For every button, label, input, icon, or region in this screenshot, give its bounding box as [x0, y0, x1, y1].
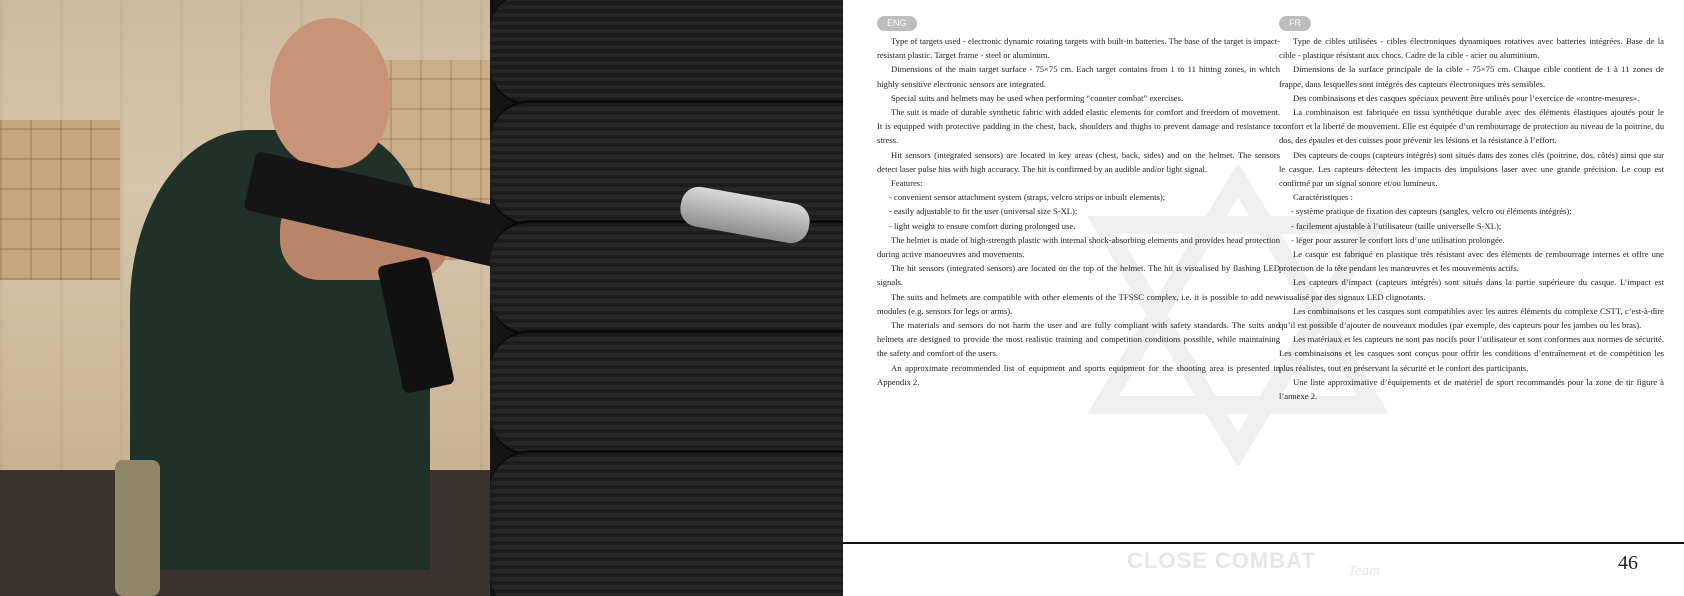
- tire-barricade: [490, 0, 843, 596]
- paragraph: An approximate recommended list of equipment and sports equipment for the shooting area is presented in Appendix 2.: [877, 362, 1280, 387]
- tire: [490, 330, 843, 456]
- french-column: [1279, 16, 1664, 403]
- footer-rule: [843, 542, 1684, 544]
- lang-badge-eng: ENG: [877, 16, 917, 31]
- paragraph: The suits and helmets are compatible with other elements of the TFSSC complex, i.e. it is possible to add new modules (e.g. sensors for legs or arms).: [877, 291, 1280, 316]
- paragraph: Special suits and helmets may be used when performing “counter combat” exercises.: [891, 92, 1184, 103]
- paragraph: Des combinaisons et des casques spéciaux peuvent être utilisés pour l’exercice de «contre-mesures».: [1293, 92, 1640, 103]
- paragraph: Les matériaux et les capteurs ne sont pas nocifs pour l’utilisateur et sont conformes aux normes de sécurité. Les combinaisons et les casques sont conçus pour offrir les conditions d’entraînement et de compétition les plus réalistes, tout en préservant la sécurité et le confort des participants.: [1279, 334, 1664, 373]
- feature-item: - convenient sensor attachment system (straps, velcro strips or inbuilt elements);: [889, 192, 1166, 203]
- text-page: [843, 0, 1684, 596]
- holster: [115, 460, 160, 596]
- feature-item: - système pratique de fixation des capteurs (sangles, velcro ou éléments intégrés);: [1291, 206, 1572, 217]
- page-number: 46: [1618, 552, 1638, 574]
- paragraph: Hit sensors (integrated sensors) are located in key areas (chest, back, sides) and on the helmet. The sensors detect laser pulse hits with high accuracy. The hit is confirmed by an audible and/or light signal.: [877, 149, 1280, 174]
- brand-logo-script: Team: [1348, 563, 1380, 579]
- feature-item: - léger pour assurer le confort lors d’une utilisation prolongée.: [1291, 234, 1505, 245]
- paragraph: Type de cibles utilisées - cibles électroniques dynamiques rotatives avec batteries intégrées. Base de la cible - plastique résistant aux chocs. Cadre de la cible - acier ou aluminium.: [1279, 36, 1664, 61]
- paragraph: Type of targets used - electronic dynamic rotating targets with built-in batteries. The base of the target is impact-resistant plastic. Target frame - steel or aluminum.: [877, 36, 1280, 61]
- lang-badge-fr: FR: [1279, 16, 1311, 31]
- feature-item: - facilement ajustable à l’utilisateur (taille universelle S-XL);: [1291, 220, 1502, 231]
- paragraph: The helmet is made of high-strength plastic with internal shock-absorbing elements and provides head protection during active manoeuvres and movements.: [877, 234, 1280, 260]
- paragraph: Des capteurs de coups (capteurs intégrés) sont situés dans des zones clés (poitrine, dos, côtés) ainsi que sur le casque. Les capteurs détectent les impacts des impulsions laser avec une grande précision. Le coup est confirmé par un signal sonore et/ou lumineux.: [1279, 149, 1664, 189]
- paragraph: Le casque est fabriqué en plastique très résistant avec des éléments de rembourrage internes et offre une protection de la tête pendant les manœuvres et les mouvements actifs.: [1279, 249, 1664, 274]
- paragraph: Les combinaisons et les casques sont compatibles avec les autres éléments du complexe CSTT, c’est-à-dire qu’il est possible d’ajouter de nouveaux modules (par exemple, des capteurs pour les jambes ou les bras).: [1279, 305, 1664, 331]
- paragraph: Dimensions de la surface principale de la cible - 75×75 cm. Chaque cible contient de 1 à 11 zones de frappe, dans lesquelles sont intégrés des capteurs électroniques très sensibles.: [1279, 64, 1664, 89]
- paragraph: Une liste approximative d’équipements et de matériel de sport recommandés pour la zone de tir figure à l’annexe 2.: [1279, 376, 1664, 402]
- tire: [490, 0, 843, 106]
- paragraph: La combinaison est fabriquée en tissu synthétique durable avec des éléments élastiques ajoutés pour le confort et la liberté de mouvement. Elle est équipée d’un rembourrage de protection au niveau de la poitrine, du dos, des épaules et des cuisses pour prévenir les lésions et la résistance à l’effort.: [1279, 107, 1664, 146]
- feature-item: - light weight to ensure comfort during prolonged use.: [889, 220, 1076, 231]
- paragraph: Les capteurs d’impact (capteurs intégrés) sont situés dans la partie supérieure du casque. L’impact est visualisé par des signaux LED clignotants.: [1279, 277, 1664, 302]
- brand-logo: CLOSE COMBAT: [1127, 548, 1316, 573]
- english-column: [877, 16, 1280, 389]
- features-heading: Features:: [891, 178, 923, 189]
- shooter-head: [270, 18, 390, 168]
- wood-panel-left: [0, 120, 120, 280]
- paragraph: The hit sensors (integrated sensors) are located on the top of the helmet. The hit is visualised by flashing LED signals.: [877, 263, 1280, 288]
- paragraph: Dimensions of the main target surface - 75×75 cm. Each target contains from 1 to 11 hitting zones, in which highly sensitive electronic sensors are integrated.: [877, 64, 1280, 89]
- tire: [490, 450, 843, 596]
- features-heading: Caractéristiques :: [1293, 192, 1353, 203]
- feature-item: - easily adjustable to fit the user (universal size S-XL);: [889, 206, 1078, 217]
- paragraph: The materials and sensors do not harm the user and are fully compliant with safety standards. The suits and helmets are designed to provide the most realistic training and competition conditions possible, while maintaining the safety and comfort of the users.: [877, 320, 1280, 359]
- paragraph: The suit is made of durable synthetic fabric with added elastic elements for comfort and freedom of movement. It is equipped with protective padding in the chest, back, shoulders and thighs to prevent damage and resistance to stress.: [877, 107, 1280, 146]
